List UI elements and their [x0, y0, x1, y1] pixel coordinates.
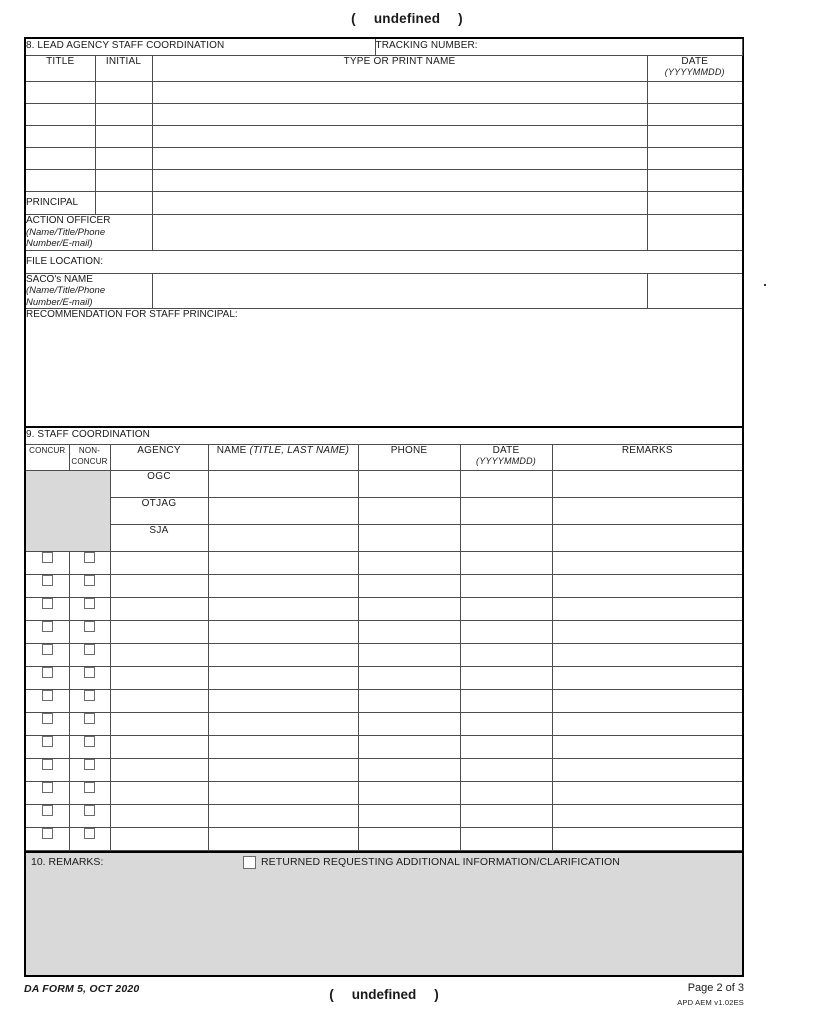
form-identifier: DA FORM 5, OCT 2020 [24, 983, 140, 995]
staff-coordination-entry-row[interactable] [26, 104, 742, 126]
col-header-name [208, 444, 358, 470]
coordination-remarks-cell[interactable] [552, 689, 742, 712]
concur-checkbox-cell[interactable] [26, 551, 69, 574]
coordination-row [26, 781, 742, 804]
coordination-row [26, 804, 742, 827]
coordination-phone-cell[interactable] [358, 689, 460, 712]
coordination-phone-cell[interactable] [358, 620, 460, 643]
nonconcur-checkbox-cell[interactable] [69, 712, 110, 735]
nonconcur-checkbox[interactable] [84, 713, 95, 724]
coordination-row [26, 758, 742, 781]
staff-coordination-entry-row[interactable] [26, 148, 742, 170]
nonconcur-checkbox-cell[interactable] [69, 689, 110, 712]
coordination-remarks-cell[interactable] [552, 758, 742, 781]
page-footer [24, 983, 744, 1013]
recommendation-row[interactable] [26, 309, 742, 426]
coordination-date-cell[interactable] [460, 827, 552, 850]
section-10-table [26, 851, 742, 975]
coordination-date-cell[interactable] [460, 551, 552, 574]
coordination-row [26, 712, 742, 735]
concur-checkbox-cell[interactable] [26, 827, 69, 850]
entry-title-cell[interactable] [26, 82, 95, 104]
coordination-date-cell[interactable] [460, 758, 552, 781]
entry-name-cell[interactable] [152, 82, 647, 104]
agency-remarks-cell[interactable] [552, 524, 742, 551]
section-9-column-headers [26, 444, 742, 470]
col-header-agency: AGENCY [110, 444, 208, 470]
coordination-agency-cell[interactable] [110, 643, 208, 666]
concur-checkbox-cell[interactable] [26, 735, 69, 758]
concur-checkbox[interactable] [42, 736, 53, 747]
concur-checkbox-cell[interactable] [26, 689, 69, 712]
coordination-remarks-cell[interactable] [552, 620, 742, 643]
nonconcur-checkbox-cell[interactable] [69, 781, 110, 804]
concur-checkbox-cell[interactable] [26, 781, 69, 804]
entry-title-cell[interactable] [26, 126, 95, 148]
concur-checkbox-cell[interactable] [26, 712, 69, 735]
tracking-number-label: TRACKING NUMBER: [375, 39, 742, 56]
nonconcur-checkbox-cell[interactable] [69, 758, 110, 781]
saco-value-cell[interactable] [152, 273, 647, 309]
coordination-name-cell[interactable] [208, 712, 358, 735]
coordination-date-cell[interactable] [460, 597, 552, 620]
entry-date-cell[interactable] [647, 148, 742, 170]
saco-label-cell [26, 273, 152, 309]
concur-checkbox[interactable] [42, 713, 53, 724]
nonconcur-checkbox[interactable] [84, 690, 95, 701]
staff-coordination-entry-row[interactable] [26, 170, 742, 192]
coordination-name-cell[interactable] [208, 574, 358, 597]
saco-date-cell[interactable] [647, 273, 742, 309]
nonconcur-checkbox-cell[interactable] [69, 620, 110, 643]
col-header-non-concur-line1: NON- [78, 445, 101, 455]
agency-date-cell[interactable] [460, 524, 552, 551]
col-header-phone: PHONE [358, 444, 460, 470]
concur-checkbox[interactable] [42, 575, 53, 586]
coordination-name-cell[interactable] [208, 804, 358, 827]
coordination-agency-cell[interactable] [110, 574, 208, 597]
agency-remarks-cell[interactable] [552, 497, 742, 524]
entry-initial-cell[interactable] [95, 126, 152, 148]
agency-row-ogc [26, 470, 742, 497]
coordination-name-cell[interactable] [208, 827, 358, 850]
coordination-agency-cell[interactable] [110, 712, 208, 735]
coordination-remarks-cell[interactable] [552, 574, 742, 597]
coordination-row [26, 597, 742, 620]
recommendation-label[interactable]: RECOMMENDATION FOR STAFF PRINCIPAL: [26, 309, 742, 426]
entry-name-cell[interactable] [152, 148, 647, 170]
coordination-date-cell[interactable] [460, 735, 552, 758]
nonconcur-checkbox[interactable] [84, 644, 95, 655]
page-number: Page 2 of 3 [687, 982, 744, 994]
coordination-remarks-cell[interactable] [552, 597, 742, 620]
coordination-remarks-cell[interactable] [552, 804, 742, 827]
coordination-phone-cell[interactable] [358, 551, 460, 574]
section-9-table [26, 426, 742, 851]
agency-label-otjag: OTJAG [110, 497, 208, 524]
coordination-phone-cell[interactable] [358, 666, 460, 689]
agency-label-sja: SJA [110, 524, 208, 551]
coordination-date-cell[interactable] [460, 781, 552, 804]
header-value: undefined [373, 11, 441, 26]
section-8-title: 8. LEAD AGENCY STAFF COORDINATION [26, 39, 375, 56]
principal-initial-cell[interactable] [95, 192, 152, 215]
coordination-phone-cell[interactable] [358, 758, 460, 781]
nonconcur-checkbox[interactable] [84, 621, 95, 632]
coordination-name-cell[interactable] [208, 689, 358, 712]
coordination-phone-cell[interactable] [358, 597, 460, 620]
col-header-coord-date-format: (YYYYMMDD) [476, 455, 536, 466]
coordination-phone-cell[interactable] [358, 781, 460, 804]
nonconcur-checkbox[interactable] [84, 736, 95, 747]
coordination-phone-cell[interactable] [358, 804, 460, 827]
header-close-paren: ) [458, 11, 463, 26]
coordination-name-cell[interactable] [208, 643, 358, 666]
coordination-row [26, 735, 742, 758]
coordination-name-cell[interactable] [208, 758, 358, 781]
footer-open-paren: ( [329, 987, 334, 1002]
coordination-agency-cell[interactable] [110, 804, 208, 827]
section-9-title: 9. STAFF COORDINATION [26, 427, 742, 445]
entry-name-cell[interactable] [152, 126, 647, 148]
nonconcur-checkbox[interactable] [84, 667, 95, 678]
col-header-non-concur-line2: CONCUR [71, 456, 108, 466]
agency-date-cell[interactable] [460, 470, 552, 497]
nonconcur-checkbox[interactable] [84, 782, 95, 793]
coordination-remarks-cell[interactable] [552, 551, 742, 574]
entry-date-cell[interactable] [647, 126, 742, 148]
col-header-name-text: NAME [216, 444, 247, 456]
nonconcur-checkbox[interactable] [84, 575, 95, 586]
col-header-remarks: REMARKS [552, 444, 742, 470]
agency-row-otjag [26, 497, 742, 524]
file-location-label[interactable]: FILE LOCATION: [26, 250, 742, 273]
remarks-label: 10. REMARKS: [31, 855, 104, 868]
header-open-paren: ( [351, 11, 356, 26]
footer-close-paren: ) [434, 987, 439, 1002]
nonconcur-checkbox[interactable] [84, 759, 95, 770]
saco-name-row [26, 273, 742, 309]
col-header-date-format: (YYYYMMDD) [664, 67, 725, 77]
remarks-area[interactable] [26, 852, 742, 975]
entry-date-cell[interactable] [647, 104, 742, 126]
returned-request-label: RETURNED REQUESTING ADDITIONAL INFORMATION/CLARIFICATION [261, 856, 620, 868]
coordination-agency-cell[interactable] [110, 597, 208, 620]
coordination-phone-cell[interactable] [358, 574, 460, 597]
coordination-name-cell[interactable] [208, 781, 358, 804]
section-8-column-headers [26, 56, 742, 82]
coordination-remarks-cell[interactable] [552, 666, 742, 689]
agency-name-cell[interactable] [208, 470, 358, 497]
agency-fixed-shade-block [26, 470, 110, 551]
nonconcur-checkbox-cell[interactable] [69, 666, 110, 689]
coordination-agency-cell[interactable] [110, 758, 208, 781]
principal-row [26, 192, 742, 215]
coordination-agency-cell[interactable] [110, 551, 208, 574]
concur-checkbox[interactable] [42, 552, 53, 563]
nonconcur-checkbox[interactable] [84, 598, 95, 609]
coordination-remarks-cell[interactable] [552, 735, 742, 758]
agency-label-ogc: OGC [110, 470, 208, 497]
coordination-row [26, 620, 742, 643]
principal-name-cell[interactable] [152, 192, 647, 215]
coordination-row [26, 689, 742, 712]
coordination-date-cell[interactable] [460, 620, 552, 643]
coordination-phone-cell[interactable] [358, 712, 460, 735]
concur-checkbox[interactable] [42, 598, 53, 609]
stray-mark [764, 284, 766, 286]
coordination-agency-cell[interactable] [110, 827, 208, 850]
coordination-row [26, 827, 742, 850]
coordination-remarks-cell[interactable] [552, 781, 742, 804]
coordination-remarks-cell[interactable] [552, 827, 742, 850]
col-header-date [647, 56, 742, 82]
agency-phone-cell[interactable] [358, 497, 460, 524]
coordination-date-cell[interactable] [460, 689, 552, 712]
principal-date-cell[interactable] [647, 192, 742, 215]
agency-remarks-cell[interactable] [552, 470, 742, 497]
concur-checkbox-cell[interactable] [26, 597, 69, 620]
coordination-date-cell[interactable] [460, 643, 552, 666]
agency-row-sja [26, 524, 742, 551]
coordination-phone-cell[interactable] [358, 643, 460, 666]
coordination-agency-cell[interactable] [110, 620, 208, 643]
concur-checkbox[interactable] [42, 621, 53, 632]
section-8-table [26, 39, 743, 426]
concur-checkbox-cell[interactable] [26, 758, 69, 781]
coordination-name-cell[interactable] [208, 597, 358, 620]
concur-checkbox[interactable] [42, 667, 53, 678]
coordination-date-cell[interactable] [460, 574, 552, 597]
entry-initial-cell[interactable] [95, 82, 152, 104]
section-8-title-row [26, 39, 742, 56]
concur-checkbox-cell[interactable] [26, 620, 69, 643]
staff-coordination-entry-row[interactable] [26, 126, 742, 148]
entry-title-cell[interactable] [26, 104, 95, 126]
coordination-name-cell[interactable] [208, 551, 358, 574]
saco-sublabel: (Name/Title/Phone Number/E-mail) [26, 285, 106, 308]
nonconcur-checkbox-cell[interactable] [69, 643, 110, 666]
concur-checkbox-cell[interactable] [26, 804, 69, 827]
nonconcur-checkbox[interactable] [84, 552, 95, 563]
coordination-name-cell[interactable] [208, 735, 358, 758]
coordination-date-cell[interactable] [460, 712, 552, 735]
col-header-concur: CONCUR [26, 444, 69, 470]
coordination-remarks-cell[interactable] [552, 712, 742, 735]
agency-phone-cell[interactable] [358, 524, 460, 551]
coordination-row [26, 666, 742, 689]
agency-phone-cell[interactable] [358, 470, 460, 497]
coordination-row [26, 551, 742, 574]
action-officer-value-cell[interactable] [152, 215, 647, 251]
coordination-agency-cell[interactable] [110, 735, 208, 758]
concur-checkbox-cell[interactable] [26, 643, 69, 666]
concur-checkbox[interactable] [42, 759, 53, 770]
coordination-remarks-cell[interactable] [552, 643, 742, 666]
concur-checkbox[interactable] [42, 805, 53, 816]
nonconcur-checkbox-cell[interactable] [69, 597, 110, 620]
entry-title-cell[interactable] [26, 170, 95, 192]
staff-coordination-entry-row[interactable] [26, 82, 742, 104]
coordination-phone-cell[interactable] [358, 735, 460, 758]
action-officer-label-cell [26, 215, 152, 251]
principal-label: PRINCIPAL [26, 192, 95, 215]
agency-date-cell[interactable] [460, 497, 552, 524]
footer-classification [24, 987, 744, 1002]
coordination-row [26, 574, 742, 597]
remarks-row [26, 852, 742, 975]
col-header-type-or-print-name: TYPE OR PRINT NAME [152, 56, 647, 82]
concur-checkbox-cell[interactable] [26, 574, 69, 597]
col-header-coord-date [460, 444, 552, 470]
nonconcur-checkbox-cell[interactable] [69, 551, 110, 574]
apd-version: APD AEM v1.02ES [677, 998, 744, 1007]
entry-name-cell[interactable] [152, 170, 647, 192]
entry-initial-cell[interactable] [95, 148, 152, 170]
coordination-name-cell[interactable] [208, 620, 358, 643]
concur-checkbox[interactable] [42, 644, 53, 655]
agency-name-cell[interactable] [208, 524, 358, 551]
action-officer-row [26, 215, 742, 251]
entry-date-cell[interactable] [647, 82, 742, 104]
remarks-header-line [26, 853, 742, 869]
coordination-phone-cell[interactable] [358, 827, 460, 850]
nonconcur-checkbox-cell[interactable] [69, 735, 110, 758]
entry-name-cell[interactable] [152, 104, 647, 126]
nonconcur-checkbox-cell[interactable] [69, 804, 110, 827]
agency-name-cell[interactable] [208, 497, 358, 524]
document-header-classification [0, 11, 814, 26]
file-location-row[interactable] [26, 250, 742, 273]
coordination-agency-cell[interactable] [110, 666, 208, 689]
coordination-name-cell[interactable] [208, 666, 358, 689]
entry-initial-cell[interactable] [95, 170, 152, 192]
coordination-date-cell[interactable] [460, 804, 552, 827]
entry-initial-cell[interactable] [95, 104, 152, 126]
concur-checkbox-cell[interactable] [26, 666, 69, 689]
nonconcur-checkbox[interactable] [84, 805, 95, 816]
concur-checkbox[interactable] [42, 782, 53, 793]
nonconcur-checkbox-cell[interactable] [69, 574, 110, 597]
nonconcur-checkbox[interactable] [84, 828, 95, 839]
action-officer-sublabel: (Name/Title/Phone Number/E-mail) [26, 226, 106, 249]
coordination-agency-cell[interactable] [110, 781, 208, 804]
col-header-non-concur [69, 444, 110, 470]
footer-value: undefined [351, 987, 417, 1002]
action-officer-date-cell[interactable] [647, 215, 742, 251]
coordination-date-cell[interactable] [460, 666, 552, 689]
returned-request-option[interactable] [243, 856, 620, 869]
nonconcur-checkbox-cell[interactable] [69, 827, 110, 850]
entry-date-cell[interactable] [647, 170, 742, 192]
col-header-name-sublabel: (TITLE, LAST NAME) [249, 444, 350, 456]
action-officer-label: ACTION OFFICER [26, 215, 111, 226]
section-9-title-row [26, 427, 742, 445]
returned-request-checkbox[interactable] [243, 856, 256, 869]
col-header-date-text: DATE [681, 56, 709, 67]
entry-title-cell[interactable] [26, 148, 95, 170]
coordination-row [26, 643, 742, 666]
saco-label: SACO's NAME [26, 273, 93, 285]
concur-checkbox[interactable] [42, 828, 53, 839]
col-header-title: TITLE [26, 56, 95, 82]
concur-checkbox[interactable] [42, 690, 53, 701]
col-header-initial: INITIAL [95, 56, 152, 82]
form-sheet [24, 37, 744, 977]
col-header-coord-date-text: DATE [492, 444, 520, 456]
coordination-agency-cell[interactable] [110, 689, 208, 712]
